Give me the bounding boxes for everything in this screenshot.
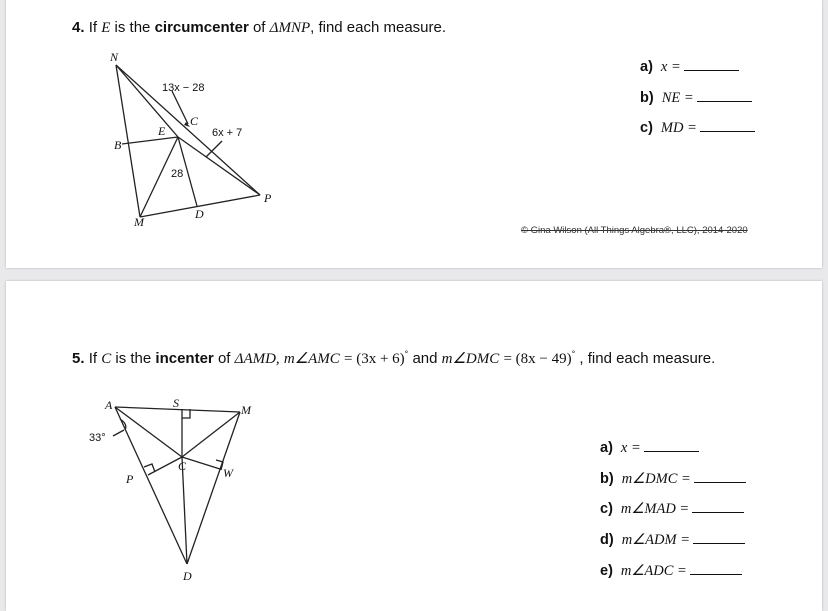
label-e: E (158, 124, 166, 138)
label-m: M (241, 403, 251, 417)
degree-symbol: ° (404, 349, 409, 359)
answer-blank[interactable] (693, 542, 745, 544)
prompt-text: If (88, 19, 98, 36)
label-d: D (183, 569, 192, 583)
copyright-credit: © Gina Wilson (All Things Algebra®, LLC), 2014-2020 (521, 225, 748, 236)
q4-answer-b (640, 90, 752, 107)
answer-expression: MD = (660, 120, 697, 136)
prompt-text: of (252, 19, 266, 36)
prompt-text: is the (115, 350, 152, 367)
prompt-variable: E (101, 20, 111, 36)
prompt-angle-1: m∠AMC (283, 351, 340, 367)
label-segment: 28 (171, 168, 184, 180)
prompt-angle-1-value: = (3x + 6) (343, 351, 405, 367)
prompt-keyword: incenter (155, 350, 214, 367)
prompt-text: of (217, 350, 231, 367)
q4-answer-a (640, 59, 739, 76)
answer-expression: m∠MAD = (620, 501, 690, 517)
label-d: D (195, 207, 204, 221)
answer-expression: m∠DMC = (621, 471, 691, 487)
prompt-text: and (412, 350, 438, 367)
answer-label: a) (600, 440, 613, 456)
label-m: M (134, 215, 144, 229)
question-5-prompt (72, 349, 715, 368)
label-c: C (178, 459, 187, 473)
answer-expression: m∠ADM = (621, 532, 690, 548)
label-b: B (114, 138, 122, 152)
answer-label: a) (640, 59, 653, 75)
prompt-text: If (88, 350, 98, 367)
answer-blank[interactable] (700, 130, 755, 132)
prompt-triangle: ΔMNP (269, 20, 311, 36)
answer-label: e) (600, 563, 613, 579)
answer-label: b) (600, 471, 614, 487)
q5-answer-d (600, 532, 745, 549)
degree-symbol: ° (571, 349, 576, 359)
answer-blank[interactable] (684, 69, 739, 71)
label-n: N (110, 50, 119, 64)
q5-answer-c (600, 501, 744, 518)
answer-blank[interactable] (694, 481, 746, 483)
prompt-keyword: circumcenter (154, 19, 249, 36)
answer-expression: x = (620, 440, 641, 456)
label-s: S (173, 396, 179, 410)
answer-blank[interactable] (692, 511, 744, 513)
label-expression-1: 13x − 28 (162, 82, 205, 94)
incenter-diagram (80, 392, 270, 592)
label-p: P (126, 472, 134, 486)
question-number: 4. (72, 19, 85, 36)
q5-answer-a (600, 440, 699, 457)
prompt-text: , find each measure. (310, 19, 447, 36)
circumcenter-diagram (100, 45, 290, 235)
answer-label: c) (600, 501, 613, 517)
answer-expression: x = (660, 59, 681, 75)
answer-expression: m∠ADC = (620, 563, 687, 579)
label-angle: 33° (89, 432, 106, 444)
answer-blank[interactable] (697, 100, 752, 102)
label-p: P (264, 191, 272, 205)
label-c: C (190, 114, 199, 128)
answer-label: b) (640, 90, 654, 106)
prompt-variable: C (101, 351, 112, 367)
answer-expression: NE = (661, 90, 694, 106)
answer-label: c) (640, 120, 653, 136)
q5-answer-e (600, 563, 742, 580)
prompt-triangle: ΔAMD, (234, 351, 280, 367)
answer-blank[interactable] (690, 573, 742, 575)
label-w: W (223, 466, 233, 480)
prompt-text: , find each measure. (579, 350, 716, 367)
prompt-angle-2: m∠DMC (441, 351, 500, 367)
label-expression-2: 6x + 7 (212, 127, 243, 139)
prompt-text: is the (114, 19, 151, 36)
answer-label: d) (600, 532, 614, 548)
label-a: A (105, 398, 113, 412)
question-number: 5. (72, 350, 85, 367)
q4-answer-c (640, 120, 755, 137)
question-4-prompt (72, 19, 446, 37)
answer-blank[interactable] (644, 450, 699, 452)
prompt-angle-2-value: = (8x − 49) (503, 351, 572, 367)
q5-answer-b (600, 471, 746, 488)
